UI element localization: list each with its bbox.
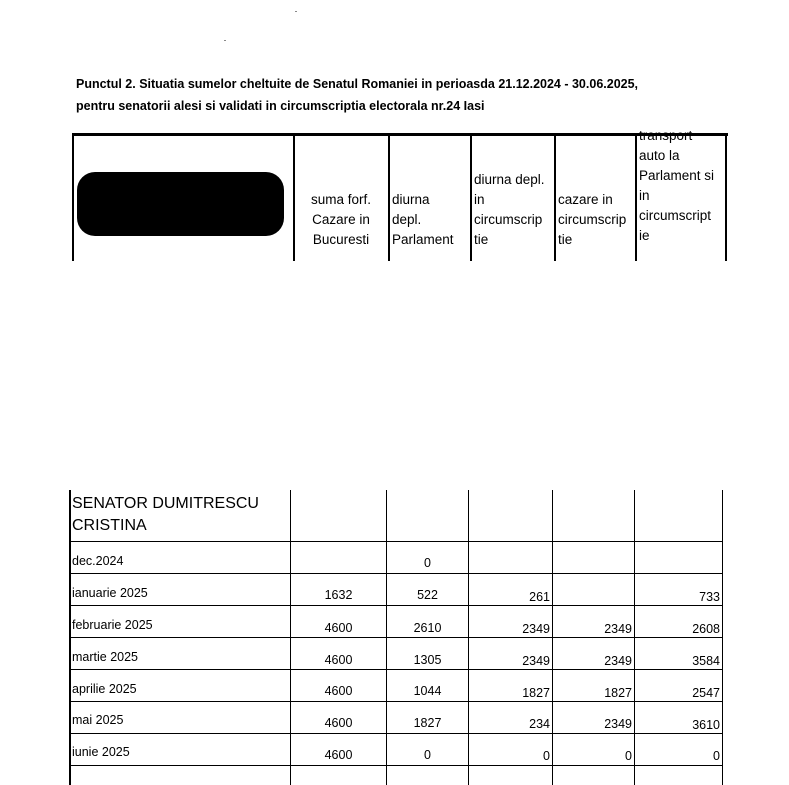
row-line: [70, 669, 723, 670]
row-month: februarie 2025: [72, 618, 153, 632]
cell-diurna-parlament: 1044: [413, 684, 442, 698]
cell-cazare-bucuresti: 4600: [324, 716, 353, 730]
header-col-cazare-bucuresti: suma forf. Cazare in Bucuresti: [310, 192, 372, 247]
cell-diurna-circumscriptie: 2349: [522, 622, 550, 636]
cell-diurna-parlament: 0: [424, 556, 431, 570]
row-month: mai 2025: [72, 713, 124, 727]
header-divider: [554, 133, 556, 261]
senator-name-line1: SENATOR DUMITRESCU: [72, 495, 259, 512]
row-month: aprilie 2025: [72, 682, 137, 696]
row-line: [70, 637, 723, 638]
document-title-line1: Punctul 2. Situatia sumelor cheltuite de Senatul Romaniei in perioasda 21.12.2024 - 30.06.2025,: [76, 77, 639, 91]
header-col-transport: transport auto la Parlament si in circumscript ie: [639, 128, 715, 243]
redacted-block: [77, 172, 284, 236]
cell-transport: 0: [713, 749, 720, 763]
cell-diurna-parlament: 0: [424, 748, 431, 762]
row-line: [70, 573, 723, 574]
header-col-cazare-circumscriptie: cazare in circumscrip tie: [558, 192, 627, 247]
cell-diurna-parlament: 1827: [413, 716, 442, 730]
senator-name-line2: CRISTINA: [72, 517, 147, 534]
scan-speck: [295, 11, 297, 12]
cell-diurna-circumscriptie: 0: [543, 749, 550, 763]
row-line: [70, 733, 723, 734]
cell-cazare-bucuresti: 4600: [324, 684, 353, 698]
cell-transport: 2608: [692, 622, 720, 636]
row-month: dec.2024: [72, 554, 124, 568]
cell-diurna-circumscriptie: 234: [529, 717, 550, 731]
cell-diurna-circumscriptie: 1827: [522, 686, 550, 700]
header-col-diurna-parlament: diurna depl. Parlament: [392, 192, 454, 247]
cell-diurna-parlament: 1305: [413, 653, 442, 667]
cell-cazare-bucuresti: 4600: [324, 748, 353, 762]
cell-diurna-parlament: 522: [417, 588, 438, 602]
row-month: ianuarie 2025: [72, 586, 148, 600]
row-line: [70, 765, 723, 766]
row-line: [70, 605, 723, 606]
cell-cazare-circumscriptie: 0: [625, 749, 632, 763]
row-month: iunie 2025: [72, 745, 130, 759]
header-divider: [388, 133, 390, 261]
header-divider: [470, 133, 472, 261]
cell-cazare-bucuresti: 4600: [324, 653, 353, 667]
cell-diurna-parlament: 2610: [413, 621, 442, 635]
cell-transport: 3584: [692, 654, 720, 668]
row-line: [70, 701, 723, 702]
cell-cazare-bucuresti: 4600: [324, 621, 353, 635]
cell-cazare-bucuresti: 1632: [324, 588, 353, 602]
row-line: [70, 541, 723, 542]
senator-name: [72, 493, 259, 537]
cell-diurna-circumscriptie: 261: [529, 590, 550, 604]
document-title-line2: pentru senatorii alesi si validati in circumscriptia electorala nr.24 Iasi: [76, 99, 485, 113]
scan-speck: [224, 40, 226, 41]
header-divider: [293, 133, 295, 261]
cell-transport: 733: [699, 590, 720, 604]
cell-cazare-circumscriptie: 2349: [604, 622, 632, 636]
cell-diurna-circumscriptie: 2349: [522, 654, 550, 668]
cell-cazare-circumscriptie: 2349: [604, 717, 632, 731]
cell-transport: 3610: [692, 718, 720, 732]
cell-cazare-circumscriptie: 1827: [604, 686, 632, 700]
cell-cazare-circumscriptie: 2349: [604, 654, 632, 668]
header-col-diurna-circumscriptie: diurna depl. in circumscrip tie: [474, 172, 545, 247]
header-col-transport-clip: [638, 128, 726, 260]
cell-transport: 2547: [692, 686, 720, 700]
row-month: martie 2025: [72, 650, 139, 664]
